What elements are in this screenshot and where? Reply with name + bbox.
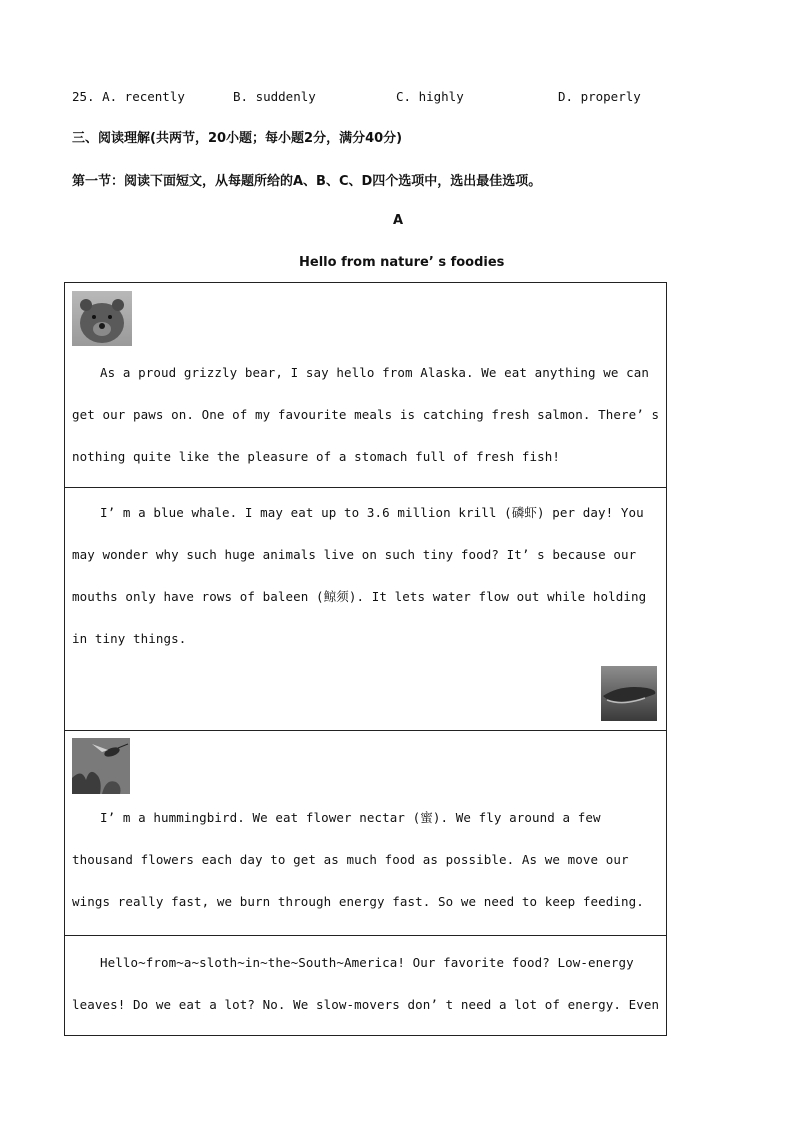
sloth-row — [65, 936, 667, 1036]
option-d: D. properly — [558, 89, 641, 104]
bear-line-1: As a proud grizzly bear, I say hello from Alaska. We eat anything we can — [100, 365, 650, 380]
hummingbird-line-3: wings really fast, we burn through energy fast. So we need to keep feeding. — [72, 894, 644, 909]
whale-line-4: in tiny things. — [72, 631, 187, 646]
part-instructions: 第一节：阅读下面短文，从每题所给的A、B、C、D四个选项中，选出最佳选项。 — [72, 174, 542, 189]
passage-letter: A — [393, 213, 404, 228]
hummingbird-row — [65, 731, 667, 936]
whale-line-2: may wonder why such huge animals live on such tiny food? It’ s because our — [72, 547, 637, 562]
grizzly-bear-photo — [72, 291, 132, 346]
sloth-line-2: leaves! Do we eat a lot? No. We slow-movers don’ t need a lot of energy. Even — [72, 997, 660, 1012]
bear-row — [65, 283, 667, 488]
blue-whale-photo — [601, 666, 657, 721]
sloth-line-1: Hello~from~a~sloth~in~the~South~America! Our favorite food? Low-energy — [100, 955, 634, 970]
hummingbird-line-1: I’ m a hummingbird. We eat flower nectar (蜜). We fly around a few — [100, 810, 601, 825]
whale-line-1: I’ m a blue whale. I may eat up to 3.6 million krill (磷虾) per day! You — [100, 505, 644, 520]
option-a: 25. A. recently — [72, 89, 185, 104]
whale-row — [65, 488, 667, 731]
bear-line-2: get our paws on. One of my favourite meals is catching fresh salmon. There’ s — [72, 407, 660, 422]
option-b: B. suddenly — [233, 89, 316, 104]
option-c: C. highly — [396, 89, 464, 104]
section-heading: 三、阅读理解(共两节，20小题；每小题2分，满分40分) — [72, 131, 403, 146]
passage-table — [64, 282, 667, 1036]
hummingbird-photo — [72, 738, 130, 794]
whale-line-3: mouths only have rows of baleen (鲸须). It lets water flow out while holding — [72, 589, 647, 604]
hummingbird-line-2: thousand flowers each day to get as much food as possible. As we move our — [72, 852, 629, 867]
bear-line-3: nothing quite like the pleasure of a stomach full of fresh fish! — [72, 449, 561, 464]
passage-title: Hello from nature’ s foodies — [299, 255, 505, 270]
